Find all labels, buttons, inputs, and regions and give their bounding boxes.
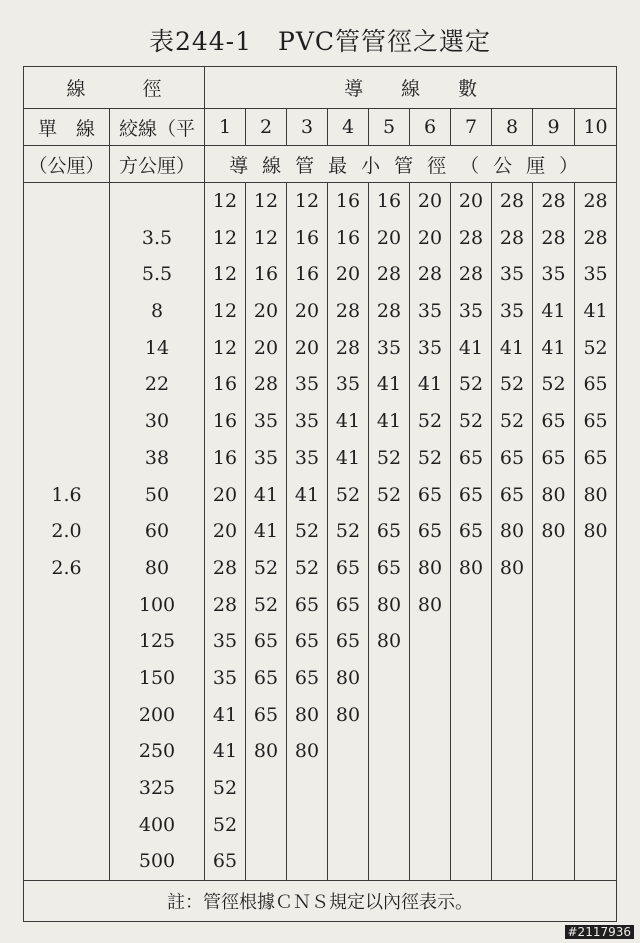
pipe-size-value: 52 bbox=[499, 410, 525, 433]
pipe-size-value: 35 bbox=[376, 336, 402, 359]
pipe-size-value: 41 bbox=[335, 446, 361, 469]
pipe-size-value bbox=[451, 697, 491, 734]
pipe-size-value: 28 bbox=[541, 190, 566, 212]
pipe-size-value: 16 bbox=[335, 226, 361, 249]
single-wire-column bbox=[24, 183, 110, 881]
pipe-size-value: 52 bbox=[335, 520, 361, 543]
pipe-size-value: 65 bbox=[417, 520, 443, 543]
pipe-size-value bbox=[533, 807, 574, 844]
pipe-size-value bbox=[451, 623, 491, 660]
pipe-size-value: 41 bbox=[499, 336, 525, 359]
pipe-size-value: 65 bbox=[253, 703, 279, 726]
pipe-size-value: 65 bbox=[212, 850, 238, 873]
pipe-size-value: 35 bbox=[417, 336, 443, 359]
pipe-size-value: 80 bbox=[458, 556, 484, 579]
pipe-size-value: 28 bbox=[212, 556, 238, 579]
pipe-size-value: 52 bbox=[335, 483, 361, 506]
pipe-size-value: 65 bbox=[583, 373, 608, 396]
pipe-size-value bbox=[410, 843, 450, 880]
stranded-wire-value: 22 bbox=[144, 373, 170, 396]
pipe-size-value: 65 bbox=[417, 483, 443, 506]
pipe-size-value: 35 bbox=[253, 410, 279, 433]
pipe-size-value bbox=[328, 807, 368, 844]
pipe-size-value bbox=[492, 843, 532, 880]
pipe-size-value: 80 bbox=[541, 520, 566, 543]
pipe-size-value: 52 bbox=[253, 593, 279, 616]
pipe-size-value: 12 bbox=[253, 226, 279, 249]
pipe-size-value bbox=[369, 770, 409, 807]
stranded-wire-value: 3.5 bbox=[141, 226, 173, 249]
pipe-size-value: 41 bbox=[541, 300, 566, 323]
pipe-size-value: 35 bbox=[541, 263, 566, 286]
pipe-size-value: 52 bbox=[583, 336, 608, 359]
pipe-size-value: 28 bbox=[417, 263, 443, 286]
pvc-pipe-table bbox=[23, 66, 617, 922]
pipe-size-value: 41 bbox=[294, 483, 320, 506]
pipe-size-value: 80 bbox=[335, 666, 361, 689]
pipe-size-value: 35 bbox=[294, 373, 320, 396]
header-stranded-unit: 方公厘） bbox=[110, 146, 205, 183]
pipe-size-value: 12 bbox=[212, 336, 238, 359]
pipe-size-value: 41 bbox=[335, 410, 361, 433]
pipe-size-value: 52 bbox=[376, 446, 402, 469]
pipe-size-value bbox=[246, 770, 286, 807]
pipe-size-value: 16 bbox=[335, 190, 361, 212]
pipe-size-value bbox=[492, 587, 532, 624]
pipe-size-value bbox=[533, 550, 574, 587]
pipe-size-value: 65 bbox=[583, 446, 608, 469]
pipe-size-value: 52 bbox=[541, 373, 566, 396]
pipe-size-value: 35 bbox=[458, 300, 484, 323]
pipe-size-value: 65 bbox=[294, 666, 320, 689]
pipe-size-value: 28 bbox=[212, 593, 238, 616]
pipe-size-value: 28 bbox=[335, 300, 361, 323]
pipe-size-value bbox=[533, 660, 574, 697]
pipe-size-value: 80 bbox=[583, 483, 608, 506]
pipe-size-value: 16 bbox=[294, 226, 320, 249]
pipe-size-value: 52 bbox=[376, 483, 402, 506]
pipe-size-value: 20 bbox=[212, 483, 238, 506]
pipe-size-value: 28 bbox=[253, 373, 279, 396]
pipe-size-value: 12 bbox=[212, 263, 238, 286]
pipe-size-value: 16 bbox=[212, 410, 238, 433]
pipe-size-value bbox=[533, 843, 574, 880]
pipe-size-value: 52 bbox=[499, 373, 525, 396]
pipe-size-value: 65 bbox=[294, 630, 320, 653]
pipe-column-10 bbox=[575, 183, 617, 881]
pipe-size-value: 20 bbox=[417, 226, 443, 249]
pipe-size-value: 41 bbox=[417, 373, 443, 396]
header-single: 單 線 bbox=[24, 109, 110, 146]
pipe-size-value: 65 bbox=[541, 446, 566, 469]
pipe-size-value: 28 bbox=[541, 226, 566, 249]
single-wire-value: 1.6 bbox=[51, 483, 82, 506]
pipe-size-value bbox=[533, 697, 574, 734]
header-min-pipe: 導線管最小管徑（公厘） bbox=[205, 146, 617, 183]
pipe-size-value bbox=[369, 733, 409, 770]
pipe-column-2 bbox=[246, 183, 287, 881]
pipe-size-value: 35 bbox=[212, 666, 238, 689]
count-4: 4 bbox=[328, 109, 369, 146]
pipe-size-value: 65 bbox=[335, 556, 361, 579]
pipe-size-value: 35 bbox=[335, 373, 361, 396]
pipe-size-value: 20 bbox=[417, 190, 443, 212]
pipe-column-4 bbox=[328, 183, 369, 881]
pipe-size-value: 12 bbox=[212, 190, 238, 212]
pipe-size-value bbox=[410, 770, 450, 807]
pipe-size-value: 28 bbox=[499, 190, 525, 212]
pipe-size-value bbox=[410, 733, 450, 770]
count-5: 5 bbox=[369, 109, 410, 146]
pipe-size-value: 52 bbox=[212, 777, 238, 799]
single-wire-value: 2.0 bbox=[51, 520, 82, 543]
pipe-size-value: 65 bbox=[376, 556, 402, 579]
pipe-size-value bbox=[328, 843, 368, 880]
pipe-size-value: 65 bbox=[458, 520, 484, 543]
pipe-size-value bbox=[575, 587, 616, 624]
pipe-size-value: 65 bbox=[335, 593, 361, 616]
pipe-size-value bbox=[328, 770, 368, 807]
pipe-size-value: 20 bbox=[376, 226, 402, 249]
pipe-size-value bbox=[575, 770, 616, 807]
pipe-size-value: 41 bbox=[376, 373, 402, 396]
pipe-size-value: 35 bbox=[294, 446, 320, 469]
pipe-size-value bbox=[451, 587, 491, 624]
pipe-size-value bbox=[410, 623, 450, 660]
stranded-wire-value: 60 bbox=[144, 520, 170, 543]
pipe-size-value: 80 bbox=[583, 520, 608, 543]
pipe-size-value: 52 bbox=[458, 373, 484, 396]
pipe-size-value bbox=[369, 843, 409, 880]
pipe-size-value bbox=[492, 623, 532, 660]
pipe-size-value bbox=[575, 623, 616, 660]
stranded-wire-value: 400 bbox=[138, 813, 176, 836]
table-title: 表244-1 PVC管管徑之選定 bbox=[148, 27, 492, 56]
pipe-size-value: 16 bbox=[212, 373, 238, 396]
pipe-size-value bbox=[533, 623, 574, 660]
pipe-size-value: 35 bbox=[253, 446, 279, 469]
pipe-size-value bbox=[246, 807, 286, 844]
pipe-size-value: 12 bbox=[294, 190, 320, 212]
pipe-size-value: 28 bbox=[499, 226, 525, 249]
pipe-size-value bbox=[410, 807, 450, 844]
pipe-size-value bbox=[328, 733, 368, 770]
header-stranded: 絞線（平 bbox=[110, 109, 205, 146]
pipe-size-value: 80 bbox=[417, 556, 443, 579]
stranded-wire-value: 325 bbox=[138, 777, 176, 799]
count-6: 6 bbox=[410, 109, 451, 146]
pipe-column-6 bbox=[410, 183, 451, 881]
pipe-size-value bbox=[575, 550, 616, 587]
image-id-stamp: #2117936 bbox=[565, 925, 635, 939]
pipe-size-value: 80 bbox=[499, 556, 525, 579]
pipe-size-value: 28 bbox=[583, 226, 608, 249]
count-9: 9 bbox=[533, 109, 575, 146]
header-wire-diameter: 線 徑 bbox=[24, 67, 205, 109]
header-single-unit: （公厘） bbox=[24, 146, 110, 183]
pipe-size-value: 20 bbox=[294, 300, 320, 323]
pipe-size-value: 52 bbox=[294, 556, 320, 579]
count-1: 1 bbox=[205, 109, 246, 146]
pipe-size-value: 28 bbox=[335, 336, 361, 359]
pipe-size-value: 41 bbox=[253, 520, 279, 543]
pipe-size-value: 41 bbox=[212, 703, 238, 726]
pipe-size-value: 28 bbox=[458, 226, 484, 249]
pipe-size-value bbox=[492, 807, 532, 844]
pipe-size-value: 28 bbox=[583, 190, 608, 212]
stranded-wire-value: 50 bbox=[144, 483, 170, 506]
header-conductor-count: 導 線 數 bbox=[205, 67, 617, 109]
stranded-wire-value: 38 bbox=[144, 446, 170, 469]
count-7: 7 bbox=[451, 109, 492, 146]
pipe-size-value bbox=[492, 770, 532, 807]
table-body-row bbox=[24, 183, 617, 881]
stranded-wire-value bbox=[110, 183, 204, 220]
pipe-size-value: 80 bbox=[376, 593, 402, 616]
pipe-size-value: 28 bbox=[376, 263, 402, 286]
count-10: 10 bbox=[575, 109, 617, 146]
pipe-size-value: 35 bbox=[417, 300, 443, 323]
pipe-size-value bbox=[451, 843, 491, 880]
stranded-wire-value: 100 bbox=[138, 593, 176, 616]
pipe-size-value: 16 bbox=[212, 446, 238, 469]
pipe-size-value bbox=[451, 733, 491, 770]
pipe-size-value bbox=[575, 733, 616, 770]
pipe-size-value: 65 bbox=[499, 483, 525, 506]
pipe-size-value: 28 bbox=[376, 300, 402, 323]
pipe-size-value: 65 bbox=[541, 410, 566, 433]
pipe-size-value bbox=[287, 843, 327, 880]
pipe-size-value: 52 bbox=[253, 556, 279, 579]
pipe-size-value: 12 bbox=[212, 226, 238, 249]
stranded-wire-value: 250 bbox=[138, 740, 176, 763]
pipe-size-value bbox=[533, 733, 574, 770]
table-note: 註：管徑根據ＣＮＳ規定以內徑表示。 bbox=[24, 881, 617, 922]
stranded-wire-value: 5.5 bbox=[141, 263, 173, 286]
pipe-size-value bbox=[246, 843, 286, 880]
stranded-wire-value: 30 bbox=[144, 410, 170, 433]
pipe-size-value bbox=[410, 697, 450, 734]
stranded-wire-value: 150 bbox=[138, 666, 176, 689]
pipe-size-value bbox=[410, 660, 450, 697]
pipe-size-value: 20 bbox=[212, 520, 238, 543]
pipe-size-value: 80 bbox=[253, 740, 279, 763]
pipe-size-value bbox=[575, 697, 616, 734]
pipe-size-value: 80 bbox=[417, 593, 443, 616]
pipe-size-value bbox=[533, 587, 574, 624]
count-8: 8 bbox=[492, 109, 533, 146]
pipe-size-value: 20 bbox=[335, 263, 361, 286]
pipe-size-value: 65 bbox=[458, 483, 484, 506]
pipe-size-value: 41 bbox=[212, 740, 238, 763]
pipe-size-value: 12 bbox=[253, 190, 279, 212]
pipe-size-value bbox=[492, 733, 532, 770]
pipe-size-value bbox=[451, 660, 491, 697]
pipe-column-9 bbox=[533, 183, 575, 881]
pipe-size-value: 16 bbox=[376, 190, 402, 212]
pipe-size-value: 65 bbox=[583, 410, 608, 433]
pipe-size-value: 52 bbox=[417, 446, 443, 469]
pipe-size-value bbox=[451, 807, 491, 844]
pipe-size-value: 41 bbox=[583, 300, 608, 323]
pipe-size-value bbox=[287, 770, 327, 807]
pipe-size-value: 80 bbox=[294, 703, 320, 726]
count-2: 2 bbox=[246, 109, 287, 146]
pipe-column-3 bbox=[287, 183, 328, 881]
pipe-size-value: 41 bbox=[376, 410, 402, 433]
pipe-size-value: 80 bbox=[541, 483, 566, 506]
pipe-size-value: 80 bbox=[376, 630, 402, 653]
pipe-size-value bbox=[575, 843, 616, 880]
pipe-size-value bbox=[369, 807, 409, 844]
pipe-size-value: 65 bbox=[376, 520, 402, 543]
pipe-size-value: 52 bbox=[212, 813, 238, 836]
single-wire-value: 2.6 bbox=[51, 556, 82, 579]
pipe-size-value bbox=[533, 770, 574, 807]
pipe-size-value: 80 bbox=[294, 740, 320, 763]
pipe-size-value: 65 bbox=[253, 630, 279, 653]
pipe-size-value: 16 bbox=[253, 263, 279, 286]
pipe-size-value: 65 bbox=[294, 593, 320, 616]
stranded-wire-value: 8 bbox=[150, 300, 164, 323]
pipe-size-value: 20 bbox=[294, 336, 320, 359]
pipe-size-value: 20 bbox=[253, 300, 279, 323]
pipe-size-value: 35 bbox=[294, 410, 320, 433]
pipe-size-value: 35 bbox=[499, 300, 525, 323]
pipe-size-value: 41 bbox=[541, 336, 566, 359]
pipe-size-value: 35 bbox=[499, 263, 525, 286]
pipe-size-value: 65 bbox=[335, 630, 361, 653]
pipe-size-value bbox=[369, 660, 409, 697]
pipe-size-value: 35 bbox=[583, 263, 608, 286]
pipe-size-value: 65 bbox=[458, 446, 484, 469]
pipe-size-value: 80 bbox=[335, 703, 361, 726]
pipe-size-value bbox=[451, 770, 491, 807]
count-3: 3 bbox=[287, 109, 328, 146]
pipe-column-1 bbox=[205, 183, 246, 881]
pipe-column-8 bbox=[492, 183, 533, 881]
pipe-size-value bbox=[492, 697, 532, 734]
pipe-size-value: 65 bbox=[499, 446, 525, 469]
stranded-wire-value: 80 bbox=[144, 556, 170, 579]
pipe-size-value: 65 bbox=[253, 666, 279, 689]
pipe-column-7 bbox=[451, 183, 492, 881]
pipe-size-value: 12 bbox=[212, 300, 238, 323]
pipe-size-value: 52 bbox=[458, 410, 484, 433]
stranded-wire-value: 125 bbox=[138, 630, 176, 653]
pipe-size-value: 20 bbox=[253, 336, 279, 359]
pipe-size-value bbox=[575, 807, 616, 844]
pipe-size-value bbox=[287, 807, 327, 844]
pipe-size-value: 20 bbox=[458, 190, 484, 212]
pipe-size-value: 28 bbox=[458, 263, 484, 286]
pipe-size-value bbox=[575, 660, 616, 697]
stranded-wire-column bbox=[110, 183, 205, 881]
pipe-size-value: 41 bbox=[253, 483, 279, 506]
pipe-size-value bbox=[369, 697, 409, 734]
stranded-wire-value: 500 bbox=[138, 850, 176, 873]
pipe-size-value: 41 bbox=[458, 336, 484, 359]
pipe-size-value: 80 bbox=[499, 520, 525, 543]
stranded-wire-value: 14 bbox=[144, 336, 170, 359]
pipe-column-5 bbox=[369, 183, 410, 881]
pipe-size-value: 52 bbox=[417, 410, 443, 433]
pipe-size-value: 52 bbox=[294, 520, 320, 543]
stranded-wire-value: 200 bbox=[138, 703, 176, 726]
pipe-size-value: 16 bbox=[294, 263, 320, 286]
pipe-size-value: 35 bbox=[212, 630, 238, 653]
pipe-size-value bbox=[492, 660, 532, 697]
